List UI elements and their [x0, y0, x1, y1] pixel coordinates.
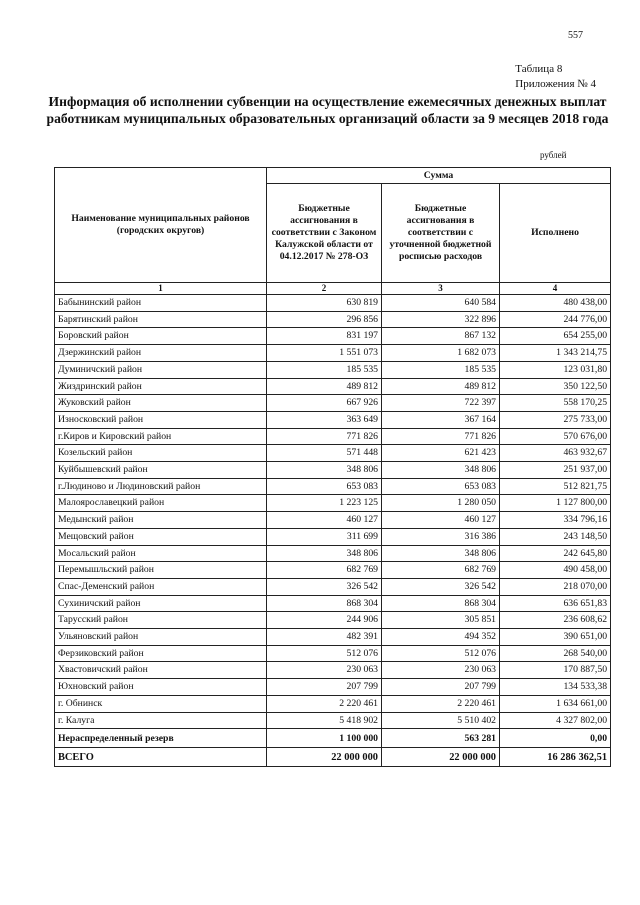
district-name: Хвастовичский район	[55, 662, 267, 679]
refined-allocation-cell: 316 386	[382, 528, 500, 545]
executed-cell: 490 458,00	[500, 562, 611, 579]
table-row	[55, 578, 611, 595]
law-allocation-cell: 311 699	[267, 528, 382, 545]
executed-cell: 390 651,00	[500, 629, 611, 646]
executed-cell: 558 170,25	[500, 395, 611, 412]
refined-allocation-cell: 326 542	[382, 578, 500, 595]
table-row	[55, 361, 611, 378]
executed-cell: 243 148,50	[500, 528, 611, 545]
table-row	[55, 428, 611, 445]
refined-allocation-cell: 1 682 073	[382, 345, 500, 362]
refined-allocation-cell: 322 896	[382, 311, 500, 328]
column-header-name: Наименование муниципальных районов (городских округов)	[55, 168, 267, 283]
law-allocation-cell: 207 799	[267, 679, 382, 696]
table-reference	[515, 62, 596, 92]
executed-cell: 170 887,50	[500, 662, 611, 679]
table-row	[55, 645, 611, 662]
law-allocation-cell: 512 076	[267, 645, 382, 662]
refined-allocation-cell: 305 851	[382, 612, 500, 629]
executed-cell: 4 327 802,00	[500, 712, 611, 729]
law-allocation-cell: 630 819	[267, 295, 382, 312]
executed-cell: 463 932,67	[500, 445, 611, 462]
law-allocation-cell: 460 127	[267, 512, 382, 529]
reserve-refined-allocation: 563 281	[382, 729, 500, 748]
law-allocation-cell: 868 304	[267, 595, 382, 612]
executed-cell: 1 634 661,00	[500, 695, 611, 712]
refined-allocation-cell: 348 806	[382, 462, 500, 479]
district-name: Ферзиковский район	[55, 645, 267, 662]
law-allocation-cell: 831 197	[267, 328, 382, 345]
executed-cell: 275 733,00	[500, 411, 611, 428]
refined-allocation-cell: 722 397	[382, 395, 500, 412]
column-group-header-sum: Сумма	[267, 168, 611, 184]
district-name: Дзержинский район	[55, 345, 267, 362]
table-row	[55, 462, 611, 479]
table-row	[55, 679, 611, 696]
refined-allocation-cell: 494 352	[382, 629, 500, 646]
table-row	[55, 478, 611, 495]
district-name: Мещовский район	[55, 528, 267, 545]
executed-cell: 236 608,62	[500, 612, 611, 629]
column-header-law-allocation: Бюджетные ассигнования в соответствии с Законом Калужской области от 04.12.2017 № 278-ОЗ	[267, 184, 382, 283]
district-name: Мосальский район	[55, 545, 267, 562]
table-row	[55, 411, 611, 428]
law-allocation-cell: 482 391	[267, 629, 382, 646]
column-number: 4	[500, 283, 611, 295]
table-row	[55, 295, 611, 312]
executed-cell: 334 796,16	[500, 512, 611, 529]
law-allocation-cell: 348 806	[267, 545, 382, 562]
executed-cell: 512 821,75	[500, 478, 611, 495]
column-header-refined-allocation: Бюджетные ассигнования в соответствии с уточненной бюджетной росписью расходов	[382, 184, 500, 283]
district-name: Боровский район	[55, 328, 267, 345]
law-allocation-cell: 230 063	[267, 662, 382, 679]
refined-allocation-cell: 207 799	[382, 679, 500, 696]
district-name: Думиничский район	[55, 361, 267, 378]
district-name: Спас-Деменский район	[55, 578, 267, 595]
refined-allocation-cell: 348 806	[382, 545, 500, 562]
table-row	[55, 328, 611, 345]
table-body	[55, 295, 611, 729]
law-allocation-cell: 771 826	[267, 428, 382, 445]
total-refined-allocation: 22 000 000	[382, 748, 500, 767]
district-name: Бабынинский район	[55, 295, 267, 312]
refined-allocation-cell: 230 063	[382, 662, 500, 679]
law-allocation-cell: 2 220 461	[267, 695, 382, 712]
table-row	[55, 695, 611, 712]
law-allocation-cell: 489 812	[267, 378, 382, 395]
executed-cell: 480 438,00	[500, 295, 611, 312]
table-row	[55, 378, 611, 395]
district-name: Жиздринский район	[55, 378, 267, 395]
page-number: 557	[568, 30, 583, 41]
district-name: Износковский район	[55, 411, 267, 428]
table-row	[55, 528, 611, 545]
refined-allocation-cell: 460 127	[382, 512, 500, 529]
document-title: Информация об исполнении субвенции на осуществление ежемесячных денежных выплат работникам муниципальных образовательных организаций области за 9 месяцев 2018 года	[46, 94, 609, 126]
table-row	[55, 445, 611, 462]
table-row	[55, 562, 611, 579]
refined-allocation-cell: 621 423	[382, 445, 500, 462]
law-allocation-cell: 244 906	[267, 612, 382, 629]
table-row	[55, 545, 611, 562]
executed-cell: 251 937,00	[500, 462, 611, 479]
refined-allocation-cell: 2 220 461	[382, 695, 500, 712]
refined-allocation-cell: 682 769	[382, 562, 500, 579]
refined-allocation-cell: 185 535	[382, 361, 500, 378]
district-name: Куйбышевский район	[55, 462, 267, 479]
executed-cell: 654 255,00	[500, 328, 611, 345]
column-number: 3	[382, 283, 500, 295]
district-name: Ульяновский район	[55, 629, 267, 646]
district-name: Юхновский район	[55, 679, 267, 696]
total-executed: 16 286 362,51	[500, 748, 611, 767]
refined-allocation-cell: 771 826	[382, 428, 500, 445]
total-name: ВСЕГО	[55, 748, 267, 767]
law-allocation-cell: 5 418 902	[267, 712, 382, 729]
executed-cell: 134 533,38	[500, 679, 611, 696]
refined-allocation-cell: 367 164	[382, 411, 500, 428]
executed-cell: 1 343 214,75	[500, 345, 611, 362]
table-row	[55, 662, 611, 679]
subvention-table	[54, 167, 611, 767]
district-name: г. Калуга	[55, 712, 267, 729]
executed-cell: 218 070,00	[500, 578, 611, 595]
reserve-row	[55, 729, 611, 748]
appendix-label: Приложения № 4	[515, 78, 596, 90]
refined-allocation-cell: 653 083	[382, 478, 500, 495]
executed-cell: 268 540,00	[500, 645, 611, 662]
table-row	[55, 595, 611, 612]
total-row	[55, 748, 611, 767]
refined-allocation-cell: 512 076	[382, 645, 500, 662]
executed-cell: 244 776,00	[500, 311, 611, 328]
executed-cell: 350 122,50	[500, 378, 611, 395]
district-name: Жуковский район	[55, 395, 267, 412]
column-number: 2	[267, 283, 382, 295]
district-name: Малоярославецкий район	[55, 495, 267, 512]
column-number: 1	[55, 283, 267, 295]
law-allocation-cell: 185 535	[267, 361, 382, 378]
district-name: г. Обнинск	[55, 695, 267, 712]
unit-label: рублей	[540, 150, 567, 160]
district-name: Тарусский район	[55, 612, 267, 629]
district-name: г.Киров и Кировский район	[55, 428, 267, 445]
district-name: Сухиничский район	[55, 595, 267, 612]
executed-cell: 123 031,80	[500, 361, 611, 378]
table-row	[55, 495, 611, 512]
executed-cell: 242 645,80	[500, 545, 611, 562]
refined-allocation-cell: 489 812	[382, 378, 500, 395]
table-row	[55, 629, 611, 646]
district-name: Перемышльский район	[55, 562, 267, 579]
law-allocation-cell: 1 551 073	[267, 345, 382, 362]
refined-allocation-cell: 640 584	[382, 295, 500, 312]
district-name: Козельский район	[55, 445, 267, 462]
total-law-allocation: 22 000 000	[267, 748, 382, 767]
law-allocation-cell: 1 223 125	[267, 495, 382, 512]
reserve-name: Нераспределенный резерв	[55, 729, 267, 748]
column-header-executed: Исполнено	[500, 184, 611, 283]
executed-cell: 1 127 800,00	[500, 495, 611, 512]
refined-allocation-cell: 1 280 050	[382, 495, 500, 512]
table-row	[55, 712, 611, 729]
district-name: г.Людиново и Людиновский район	[55, 478, 267, 495]
executed-cell: 570 676,00	[500, 428, 611, 445]
refined-allocation-cell: 5 510 402	[382, 712, 500, 729]
law-allocation-cell: 653 083	[267, 478, 382, 495]
law-allocation-cell: 363 649	[267, 411, 382, 428]
law-allocation-cell: 682 769	[267, 562, 382, 579]
table-row	[55, 311, 611, 328]
table-row	[55, 345, 611, 362]
law-allocation-cell: 326 542	[267, 578, 382, 595]
table-row	[55, 612, 611, 629]
law-allocation-cell: 571 448	[267, 445, 382, 462]
table-row	[55, 395, 611, 412]
law-allocation-cell: 296 856	[267, 311, 382, 328]
law-allocation-cell: 348 806	[267, 462, 382, 479]
reserve-law-allocation: 1 100 000	[267, 729, 382, 748]
refined-allocation-cell: 868 304	[382, 595, 500, 612]
column-number-row	[55, 283, 611, 295]
law-allocation-cell: 667 926	[267, 395, 382, 412]
table-label: Таблица 8	[515, 63, 563, 75]
district-name: Медынский район	[55, 512, 267, 529]
table-row	[55, 512, 611, 529]
executed-cell: 636 651,83	[500, 595, 611, 612]
reserve-executed: 0,00	[500, 729, 611, 748]
refined-allocation-cell: 867 132	[382, 328, 500, 345]
district-name: Барятинский район	[55, 311, 267, 328]
